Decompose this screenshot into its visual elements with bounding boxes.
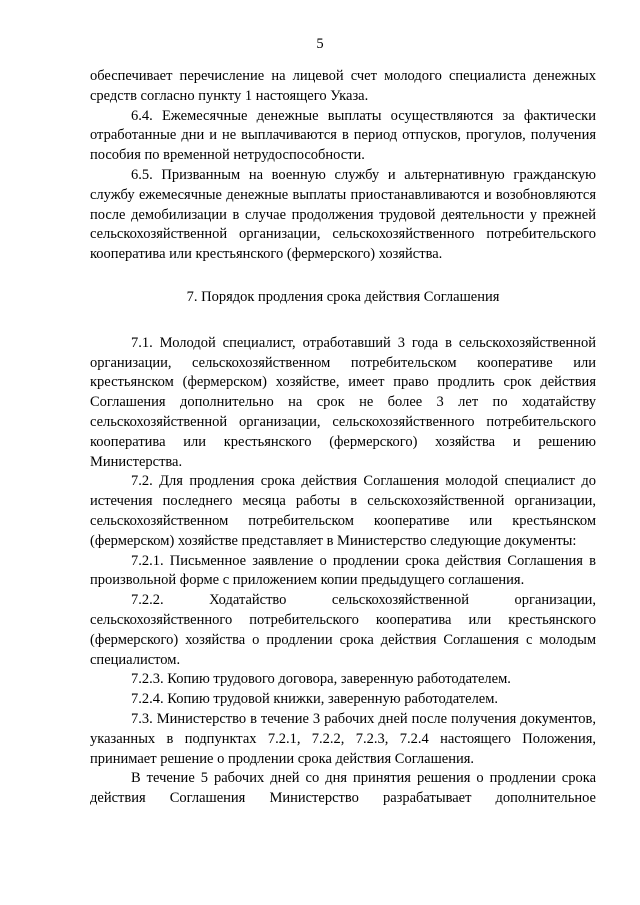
paragraph-7-3: 7.3. Министерство в течение 3 рабочих дней после получения документов, указанных в подпунктах 7.2.1, 7.2.2, 7.2.3, 7.2.4 настоящего Положения, принимает решение о продлении срока действия Соглашения.	[90, 710, 596, 767]
paragraph-continuation: обеспечивает перечисление на лицевой счет молодого специалиста денежных средств согласно пункту 1 настоящего Указа.	[90, 68, 596, 104]
paragraph-6-5: 6.5. Призванным на военную службу и альтернативную гражданскую службу ежемесячные денежные выплаты приостанавливаются и возобновляются после демобилизации в случае продолжения трудовой деятельности у прежней сельскохозяйственной организации, сельскохозяйственного потребительского кооператива или крестьянского (фермерского) хозяйства.	[90, 166, 596, 263]
section-heading: 7. Порядок продления срока действия Соглашения	[186, 288, 500, 305]
paragraph-7-2-2: 7.2.2. Ходатайство сельскохозяйственной организации, сельскохозяйственного потребительского кооператива или крестьянского (фермерского) хозяйства о продлении срока действия Соглашения с молодым специалистом.	[90, 592, 596, 668]
paragraph-7-2-3: 7.2.3. Копию трудового договора, заверенную работодателем.	[131, 671, 511, 688]
paragraph-7-1: 7.1. Молодой специалист, отработавший 3 года в сельскохозяйственной организации, сельскохозяйственном потребительском кооперативе или крестьянском (фермерском) хозяйстве, имеет право продлить срок действия Соглашения дополнительно на срок не более 3 лет по ходатайству сельскохозяйственной организации, сельскохозяйственного потребительского кооператива или крестьянского (фермерского) хозяйства и решению Министерства.	[90, 334, 596, 470]
paragraph-6-4: 6.4. Ежемесячные денежные выплаты осуществляются за фактически отработанные дни и не выплачиваются в период отпусков, прогулов, получения пособия по временной нетрудоспособности.	[90, 107, 596, 164]
paragraph-7-2: 7.2. Для продления срока действия Соглашения молодой специалист до истечения последнего месяца работы в сельскохозяйственной организации, сельскохозяйственном потребительском кооперативе или крестьянском (фермерском) хозяйстве представляет в Министерство следующие документы:	[90, 473, 596, 549]
paragraph-7-2-1: 7.2.1. Письменное заявление о продлении срока действия Соглашения в произвольной форме с приложением копии предыдущего соглашения.	[90, 552, 596, 589]
page-number: 5	[316, 36, 324, 52]
paragraph-deadline: В течение 5 рабочих дней со дня принятия решения о продлении срока действия Соглашения Министерство разрабатывает дополнительное	[90, 770, 596, 807]
document-body	[90, 67, 596, 809]
paragraph-7-2-4: 7.2.4. Копию трудовой книжки, заверенную работодателем.	[131, 691, 499, 708]
